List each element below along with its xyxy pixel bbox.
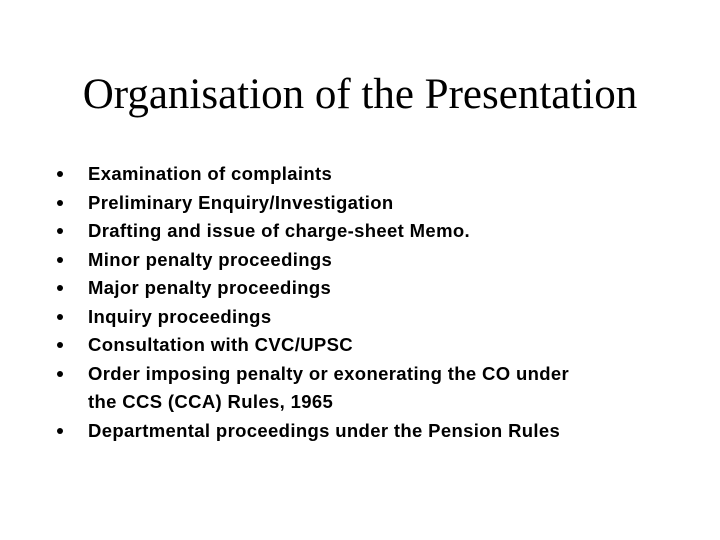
bullet-text-continuation: the CCS (CCA) Rules, 1965 [88, 391, 334, 412]
bullet-text: Major penalty proceedings [88, 277, 332, 298]
bullet-text: Order imposing penalty or exonerating the CO under [88, 362, 570, 384]
bullet-item [57, 160, 677, 189]
bullet-text: Departmental proceedings under the Pension Rules [88, 419, 561, 441]
bullet-text: Preliminary Enquiry/Investigation [88, 191, 394, 213]
slide-title: Organisation of the Presentation [82, 71, 638, 118]
bullet-text: Consultation with CVC/UPSC [88, 334, 354, 355]
bullet-icon [57, 371, 63, 377]
bullet-icon [57, 314, 63, 320]
bullet-text: Examination of complaints [88, 163, 333, 184]
bullet-icon [57, 228, 63, 234]
bullet-item [57, 417, 677, 446]
bullet-text: Drafting and issue of charge-sheet Memo. [88, 220, 471, 241]
bullet-item [57, 274, 677, 303]
bullet-item [57, 360, 677, 417]
bullet-item [57, 303, 677, 332]
bullet-list [57, 160, 677, 445]
bullet-text: Inquiry proceedings [88, 305, 272, 327]
bullet-item [57, 189, 677, 218]
bullet-icon [57, 342, 63, 348]
bullet-icon [57, 428, 63, 434]
bullet-icon [57, 171, 63, 177]
bullet-text: Minor penalty proceedings [88, 248, 333, 270]
bullet-item [57, 217, 677, 246]
bullet-icon [57, 200, 63, 206]
bullet-item [57, 246, 677, 275]
bullet-icon [57, 285, 63, 291]
bullet-icon [57, 257, 63, 263]
bullet-item [57, 331, 677, 360]
